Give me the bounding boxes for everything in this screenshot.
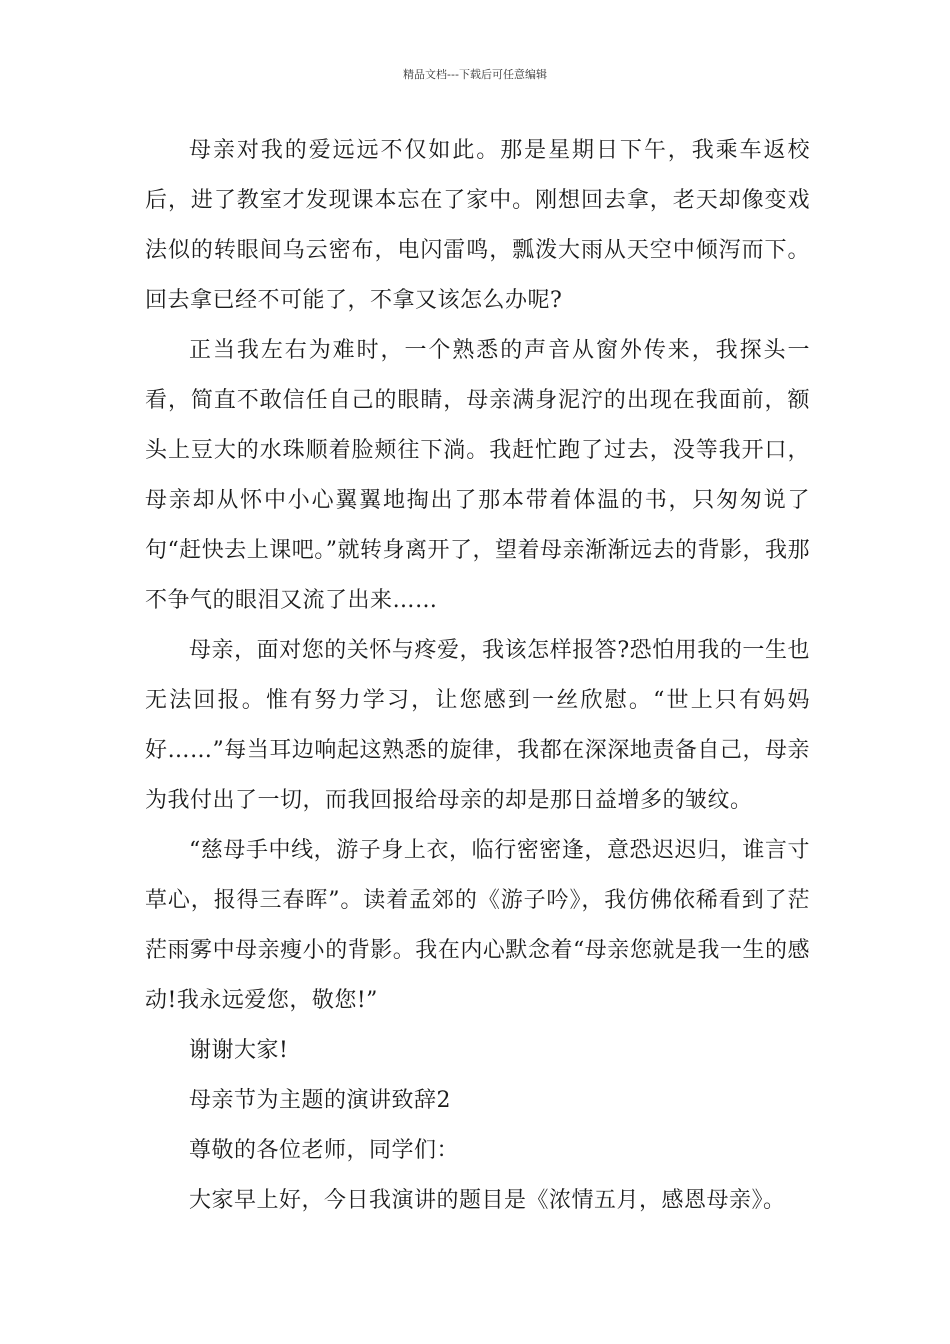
page-header: 精品文档---下载后可任意编辑: [403, 68, 547, 81]
paragraph-4: “慈母手中线，游子身上衣，临行密密逢，意恐迟迟归，谁言寸草心，报得三春晖”。读着孟郊的《游子吟》，我仿佛依稀看到了茫茫雨雾中母亲瘦小的背影。我在内心默念着“母亲您就是我一生的感动!我永远爱您，敬您!”: [145, 838, 810, 1013]
paragraph-2: 正当我左右为难时，一个熟悉的声音从窗外传来，我探头一看，简直不敢信任自己的眼睛，母亲满身泥泞的出现在我面前，额头上豆大的水珠顺着脸颊往下淌。我赶忙跑了过去，没等我开口，母亲却从怀中小心翼翼地掏出了那本带着体温的书，只匆匆说了句“赶快去上课吧。”就转身离开了，望着母亲渐渐远去的背影，我那不争气的眼泪又流了出来……: [145, 338, 810, 613]
paragraph-3: 母亲，面对您的关怀与疼爱，我该怎样报答?恐怕用我的一生也无法回报。惟有努力学习，让您感到一丝欣慰。“世上只有妈妈好……”每当耳边响起这熟悉的旋律，我都在深深地责备自己，母亲为我付出了一切，而我回报给母亲的却是那日益增多的皱纹。: [145, 638, 810, 813]
salutation: 尊敬的各位老师，同学们：: [189, 1138, 460, 1163]
closing-thanks: 谢谢大家!: [189, 1038, 289, 1063]
document-body: [145, 126, 810, 1226]
paragraph-1: 母亲对我的爱远远不仅如此。那是星期日下午，我乘车返校后，进了教室才发现课本忘在了家中。刚想回去拿，老天却像变戏法似的转眼间乌云密布，电闪雷鸣，瓢泼大雨从天空中倾泻而下。回去拿已经不可能了，不拿又该怎么办呢?: [145, 138, 810, 313]
opening-line: 大家早上好，今日我演讲的题目是《浓情五月，感恩母亲》。: [189, 1188, 786, 1213]
section-title: 母亲节为主题的演讲致辞2: [189, 1088, 451, 1113]
